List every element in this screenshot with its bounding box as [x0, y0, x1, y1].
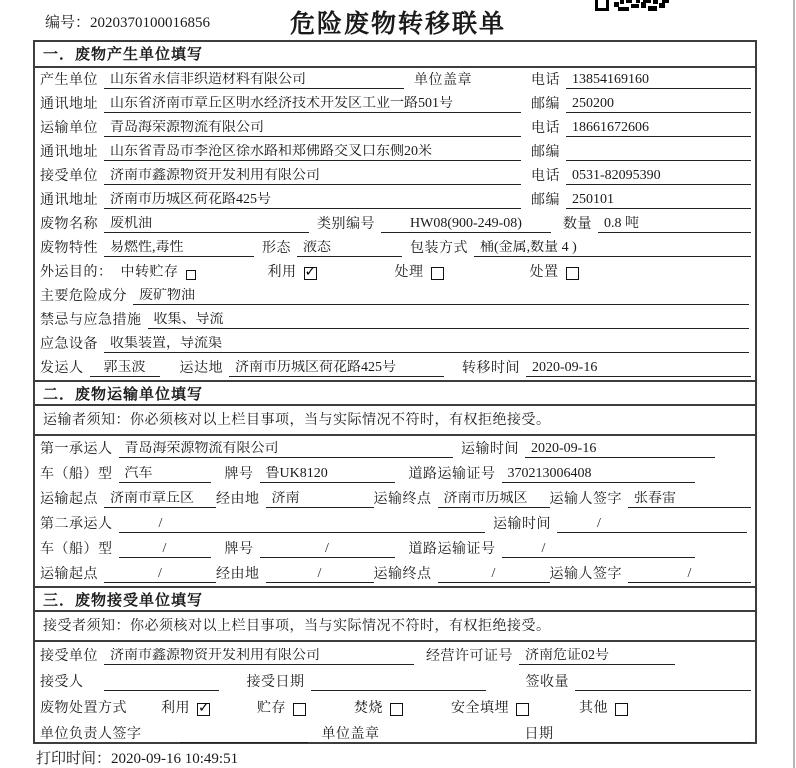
- row-route1: [35, 486, 755, 511]
- row-vehicle1: [35, 461, 755, 486]
- date-value: [560, 726, 752, 743]
- plate-label: 牌号: [224, 467, 254, 482]
- zip-value: 250101: [566, 192, 751, 209]
- pack-label: 包装方式: [410, 241, 468, 256]
- checkbox-incinerate-icon: [390, 703, 403, 716]
- page-edge-line: [793, 0, 795, 768]
- taboo-value: 收集、导流: [148, 312, 750, 329]
- dest-value: 济南市历城区荷花路425号: [229, 360, 444, 377]
- field-label: 禁忌与应急措施: [40, 313, 142, 328]
- row-disposal: [35, 694, 755, 720]
- sign-value: /: [628, 566, 751, 583]
- row-transporter-address: [35, 140, 755, 164]
- equipment-value: 收集装置，导流渠: [104, 336, 749, 353]
- phone-label: 电话: [531, 73, 560, 88]
- zip-label: 邮编: [531, 97, 560, 112]
- permit-value: 370213006408: [502, 466, 696, 483]
- vehicle-type-value: 汽车: [119, 466, 211, 483]
- props-value: 易燃性,毒性: [104, 240, 254, 257]
- checkbox-transfer-storage-icon: [186, 270, 196, 280]
- time-value: /: [557, 516, 747, 533]
- option-dispose: 处置: [530, 265, 579, 281]
- license-label: 经营许可证号: [426, 649, 513, 664]
- permit-label: 道路运输证号: [408, 467, 496, 482]
- section2-note: 运输者须知：你必须核对以上栏目事项，当与实际情况不符时，有权拒绝接受。: [35, 406, 755, 436]
- serial-label: 编号：: [45, 15, 91, 31]
- hazard-value: 废矿物油: [133, 288, 749, 305]
- responsible-sign-value: [180, 726, 308, 743]
- vehicle-type-value: /: [119, 541, 211, 558]
- zip-label: 邮编: [531, 193, 560, 208]
- zip-value: 250200: [566, 96, 751, 113]
- option-treat: 处理: [395, 265, 444, 281]
- row-carrier1: [35, 436, 755, 461]
- seal-label: 单位盖章: [321, 727, 380, 742]
- field-label: 第一承运人: [40, 442, 113, 457]
- checkbox-utilize-icon: [304, 267, 317, 280]
- phone-value: 0531-82095390: [566, 168, 751, 185]
- time-label: 运输时间: [493, 517, 551, 532]
- phone-label: 电话: [531, 121, 560, 136]
- section2-header: 二．废物运输单位填写: [35, 380, 755, 406]
- accept-date-label: 接受日期: [246, 675, 305, 690]
- code-label: 类别编号: [317, 217, 375, 232]
- end-label: 运输终点: [373, 567, 432, 582]
- receipt-qty-value: [575, 674, 751, 691]
- field-label: 应急设备: [40, 337, 98, 352]
- accept-unit-value: 济南市鑫源物资开发利用有限公司: [104, 648, 414, 665]
- form-value: 液态: [297, 240, 402, 257]
- phone-value: 13854169160: [566, 72, 751, 89]
- permit-label: 道路运输证号: [408, 542, 496, 557]
- receiver-value: 济南市鑫源物资开发利用有限公司: [104, 168, 521, 185]
- option-incinerate: 焚烧: [354, 701, 403, 717]
- field-label: 废物名称: [40, 217, 98, 232]
- section1-header: 一．废物产生单位填写: [35, 42, 755, 68]
- option-other: 其他: [579, 701, 628, 717]
- end-value: 济南市历城区: [438, 491, 550, 508]
- permit-value: /: [502, 541, 696, 558]
- row-vehicle2: [35, 536, 755, 561]
- checkbox-utilize-icon: [197, 703, 210, 716]
- seal-label: 单位盖章: [414, 73, 472, 88]
- via-label: 经由地: [216, 567, 260, 582]
- field-label: 废物处置方式: [40, 701, 127, 716]
- checkbox-dispose-icon: [566, 267, 579, 280]
- waste-name-value: 废机油: [104, 216, 309, 233]
- page-title: 危险废物转移联单: [289, 10, 506, 38]
- row-carrier2: [35, 511, 755, 536]
- section3-header: 三．废物接受单位填写: [35, 586, 755, 612]
- transfer-time-value: 2020-09-16: [526, 360, 751, 377]
- sign-value: 张春雷: [628, 491, 751, 508]
- field-label: 车（船）型: [40, 542, 113, 557]
- origin-value: /: [104, 566, 216, 583]
- qty-value: 0.8 吨: [598, 216, 751, 233]
- row-acceptor: [35, 668, 755, 694]
- field-label: 主要危险成分: [40, 289, 127, 304]
- transfer-time-label: 转移时间: [462, 361, 520, 376]
- producer-value: 山东省永信非织造材料有限公司: [104, 72, 404, 89]
- via-label: 经由地: [216, 492, 260, 507]
- accept-date-value: [311, 674, 486, 691]
- print-time-label: 打印时间：: [36, 751, 112, 767]
- origin-value: 济南市章丘区: [104, 491, 216, 508]
- qty-label: 数量: [563, 217, 592, 232]
- print-time-value: 2020-09-16 10:49:51: [111, 751, 239, 767]
- plate-label: 牌号: [224, 542, 254, 557]
- row-equipment: [35, 332, 755, 356]
- field-label: 接受单位: [40, 649, 98, 664]
- field-label: 运输单位: [40, 121, 98, 136]
- zip-group: [531, 192, 751, 209]
- row-responsible-sign: [35, 720, 755, 746]
- zip-label: 邮编: [531, 145, 560, 160]
- row-receiver: [35, 164, 755, 188]
- phone-value: 18661672606: [566, 120, 751, 137]
- qr-code-fragment: [595, 0, 669, 12]
- manifest-form: [33, 40, 757, 744]
- field-label: 产生单位: [40, 73, 98, 88]
- row-producer: [35, 68, 755, 92]
- code-value: HW08(900-249-08): [381, 216, 551, 233]
- field-label: 接受单位: [40, 169, 98, 184]
- zip-group: [531, 144, 751, 161]
- date-label: 日期: [524, 727, 554, 742]
- time-label: 运输时间: [461, 442, 519, 457]
- option-landfill: 安全填埋: [451, 701, 529, 717]
- field-label: 发运人: [40, 361, 84, 376]
- carrier2-value: /: [119, 516, 486, 533]
- field-label: 外运目的：: [40, 265, 113, 280]
- transporter-value: 青岛海荣源物流有限公司: [104, 120, 521, 137]
- field-label: 接受人: [40, 675, 84, 690]
- row-waste-name: [35, 212, 755, 236]
- field-label: 第二承运人: [40, 517, 113, 532]
- row-waste-props: [35, 236, 755, 260]
- row-accept-unit: [35, 642, 755, 668]
- dest-label: 运达地: [179, 361, 223, 376]
- receipt-qty-label: 签收量: [525, 675, 569, 690]
- sign-label: 运输人签字: [549, 567, 622, 582]
- plate-value: /: [260, 541, 395, 558]
- checkbox-treat-icon: [431, 267, 444, 280]
- time-value: 2020-09-16: [525, 441, 715, 458]
- field-label: 车（船）型: [40, 467, 113, 482]
- address-value: 山东省青岛市李沧区徐水路和郑佛路交叉口东侧20米: [104, 144, 521, 161]
- section3-note: 接受者须知：你必须核对以上栏目事项，当与实际情况不符时，有权拒绝接受。: [35, 612, 755, 642]
- pack-value: 桶(金属,数量 4 ): [474, 240, 751, 257]
- checkbox-storage-icon: [293, 703, 306, 716]
- end-value: /: [438, 566, 550, 583]
- print-time: [36, 747, 238, 768]
- field-label: 通讯地址: [40, 145, 98, 160]
- end-label: 运输终点: [373, 492, 432, 507]
- option-transfer-storage: 中转贮存: [121, 265, 196, 281]
- via-value: /: [266, 566, 374, 583]
- checkbox-other-icon: [615, 703, 628, 716]
- dispatcher-value: 郭玉波: [90, 360, 160, 377]
- phone-label: 电话: [531, 169, 560, 184]
- row-taboo: [35, 308, 755, 332]
- sign-label: 运输人签字: [549, 492, 622, 507]
- carrier1-value: 青岛海荣源物流有限公司: [119, 441, 454, 458]
- row-producer-address: [35, 92, 755, 116]
- field-label: 运输起点: [40, 567, 98, 582]
- field-label: 通讯地址: [40, 97, 98, 112]
- row-hazard: [35, 284, 755, 308]
- phone-group: [531, 72, 751, 89]
- zip-value: [566, 144, 751, 161]
- row-purpose: [35, 260, 755, 284]
- option-utilize: 利用 ✓: [161, 701, 210, 717]
- field-label: 运输起点: [40, 492, 98, 507]
- form-label: 形态: [262, 241, 291, 256]
- serial-value: 2020370100016856: [90, 15, 211, 31]
- field-label: 废物特性: [40, 241, 98, 256]
- row-transporter: [35, 116, 755, 140]
- zip-group: [531, 96, 751, 113]
- address-value: 济南市历城区荷花路425号: [104, 192, 521, 209]
- row-receiver-address: [35, 188, 755, 212]
- plate-value: 鲁UK8120: [260, 466, 395, 483]
- phone-group: [531, 168, 751, 185]
- option-utilize: 利用 ✓: [268, 265, 317, 281]
- checkbox-landfill-icon: [516, 703, 529, 716]
- field-label: 单位负责人签字: [40, 727, 142, 742]
- option-storage: 贮存: [257, 701, 306, 717]
- acceptor-value: [104, 674, 219, 691]
- address-value: 山东省济南市章丘区明水经济技术开发区工业一路501号: [104, 96, 521, 113]
- phone-group: [531, 120, 751, 137]
- license-value: 济南危证02号: [519, 648, 675, 665]
- via-value: 济南: [266, 491, 374, 508]
- row-route2: [35, 561, 755, 586]
- field-label: 通讯地址: [40, 193, 98, 208]
- row-dispatch: [35, 356, 755, 380]
